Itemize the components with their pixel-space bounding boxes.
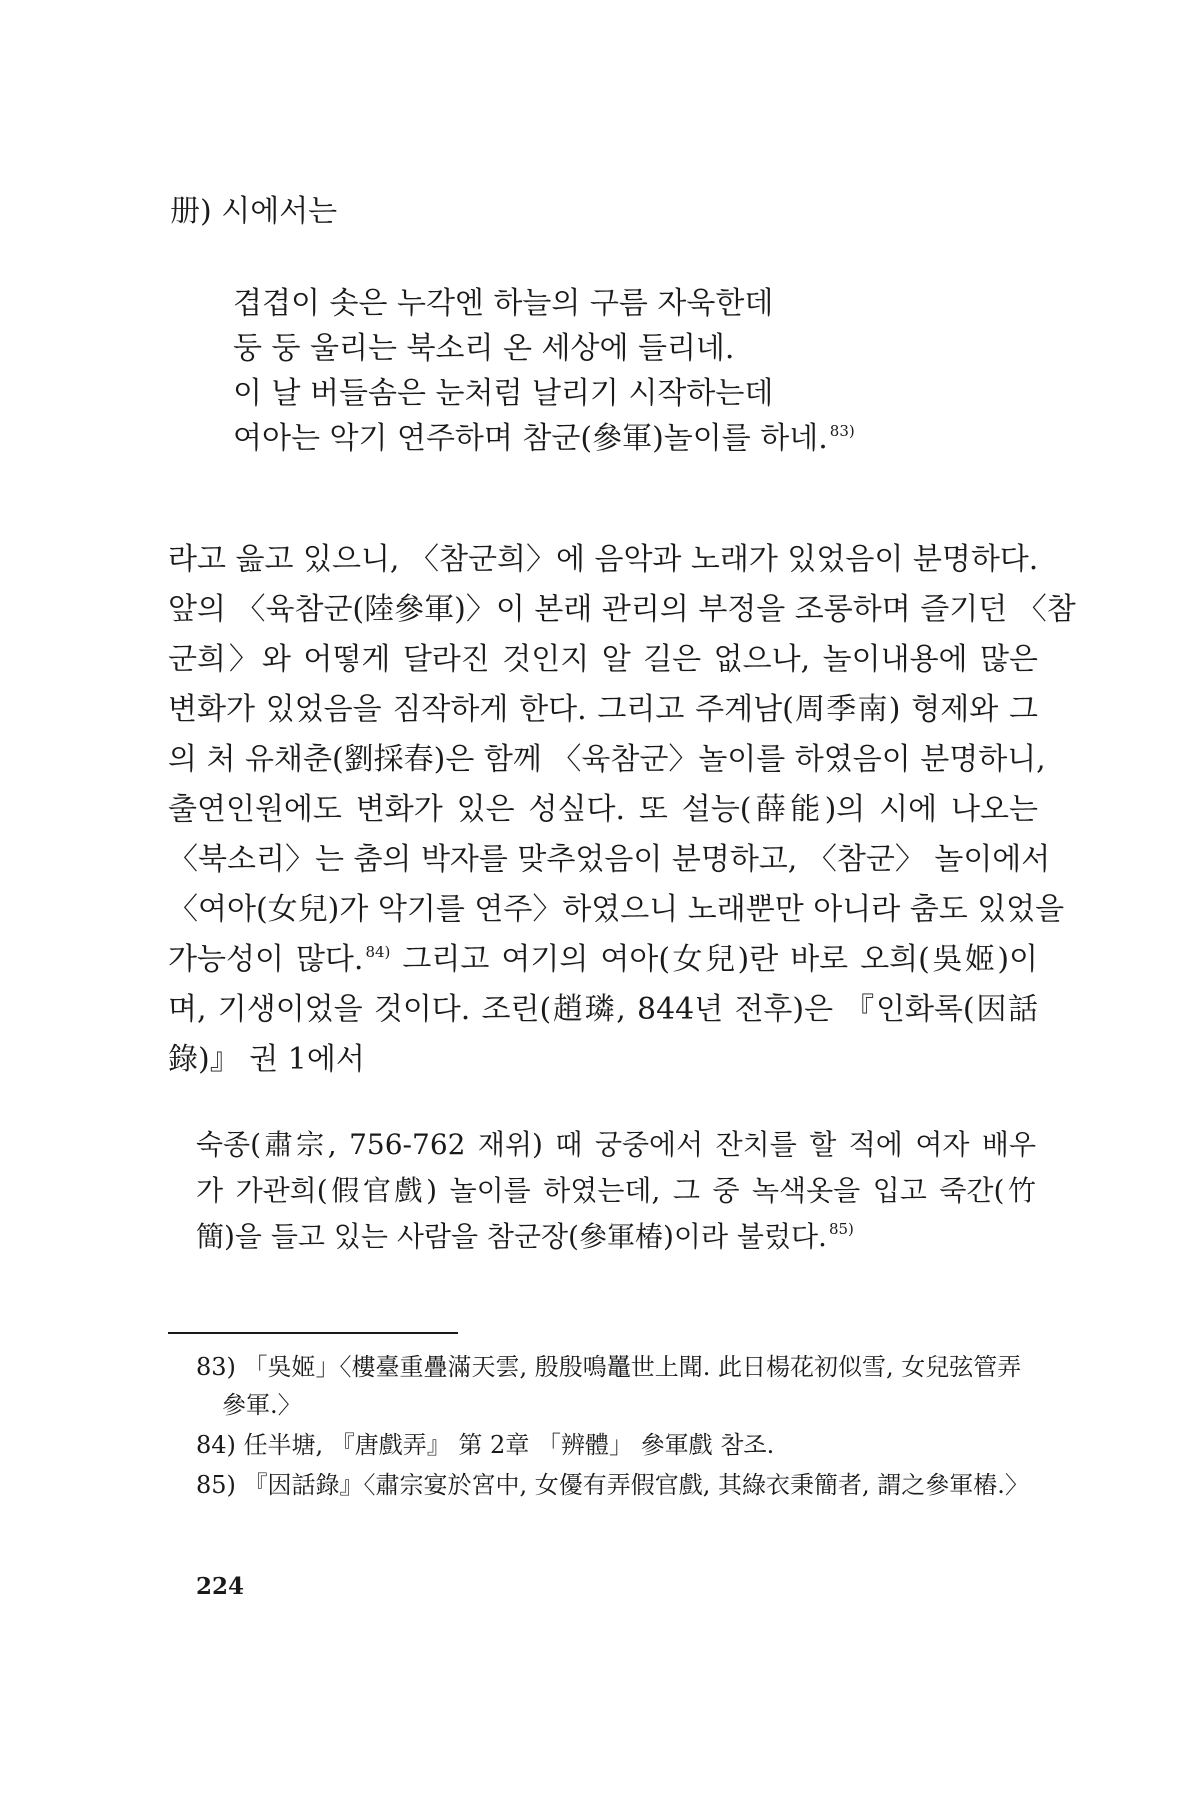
footnote-ref-83: 83) <box>829 422 855 440</box>
body-line: 앞의 〈육참군(陸參軍)〉이 본래 관리의 부정을 조롱하며 즐기던 〈참 <box>168 592 1076 627</box>
body-line: 출연인원에도 변화가 있은 성싶다. 또 설능(薛能)의 시에 나오는 <box>168 792 1038 827</box>
poem-line-text: 여아는 악기 연주하며 참군(參軍)놀이를 하네. <box>233 421 828 456</box>
body-line: 〈여아(女兒)가 악기를 연주〉하였으니 노래뿐만 아니라 춤도 있었을 <box>168 892 1065 927</box>
body-line-text: 가능성이 많다. <box>168 942 364 977</box>
body-line: 며, 기생이었을 것이다. 조린(趙璘, 844년 전후)은 『인화록(因話 <box>168 992 1038 1027</box>
body-paragraph <box>168 535 1076 1085</box>
block-quote <box>196 1122 1036 1260</box>
footnote-83 <box>196 1348 1036 1424</box>
footnote-84: 84) 任半塘, 『唐戲弄』 第 2章 「辨體」 參軍戲 참조. <box>196 1431 775 1459</box>
lead-line: 册) 시에서는 <box>170 194 338 229</box>
footnote-divider <box>168 1332 458 1334</box>
body-line: 군희〉와 어떻게 달라진 것인지 알 길은 없으나, 놀이내용에 많은 <box>168 642 1038 677</box>
body-line-text: 그리고 여기의 여아(女兒)란 바로 오희(吳姬)이 <box>390 942 1039 977</box>
footnote-text: 83) 「吳姬」〈樓臺重疊滿天雲, 殷殷鳴鼉世上聞. 此日楊花初似雪, 女兒弦管弄 <box>196 1353 1022 1381</box>
poem-block <box>233 282 1053 462</box>
footnote-text: 參軍.〉 <box>222 1391 302 1419</box>
body-line: 라고 읊고 있으니, 〈참군희〉에 음악과 노래가 있었음이 분명하다. <box>168 542 1039 577</box>
page-number: 224 <box>196 1573 245 1600</box>
footnote-ref-85: 85) <box>828 1220 854 1238</box>
poem-line: 둥 둥 울리는 북소리 온 세상에 들리네. <box>233 331 735 366</box>
poem-line: 겹겹이 솟은 누각엔 하늘의 구름 자욱한데 <box>233 286 774 321</box>
body-line: 錄)』 권 1에서 <box>168 1042 365 1077</box>
quote-line-text: 簡)을 들고 있는 사람을 참군장(參軍椿)이라 불렀다. <box>196 1220 827 1253</box>
body-line: 변화가 있었음을 짐작하게 한다. 그리고 주계남(周季南) 형제와 그 <box>168 692 1038 727</box>
footnote-85: 85) 『因話錄』〈肅宗宴於宮中, 女優有弄假官戲, 其綠衣秉簡者, 謂之參軍樁.〉 <box>196 1471 1029 1499</box>
footnotes <box>196 1348 1036 1504</box>
footnote-ref-84: 84) <box>365 943 391 961</box>
body-line: 의 처 유채춘(劉採春)은 함께 〈육참군〉놀이를 하였음이 분명하니, <box>168 742 1046 777</box>
body-line <box>168 935 1038 985</box>
quote-line: 숙종(肅宗, 756-762 재위) 때 궁중에서 잔치를 할 적에 여자 배우 <box>196 1128 1036 1161</box>
body-line: 〈북소리〉는 춤의 박자를 맞추었음이 분명하고, 〈참군〉 놀이에서 <box>168 842 1051 877</box>
quote-line <box>196 1214 1036 1260</box>
quote-line: 가 가관희(假官戲) 놀이를 하였는데, 그 중 녹색옷을 입고 죽간(竹 <box>196 1174 1036 1207</box>
poem-line <box>233 417 1053 462</box>
poem-line: 이 날 버들솜은 눈처럼 날리기 시작하는데 <box>233 376 774 411</box>
